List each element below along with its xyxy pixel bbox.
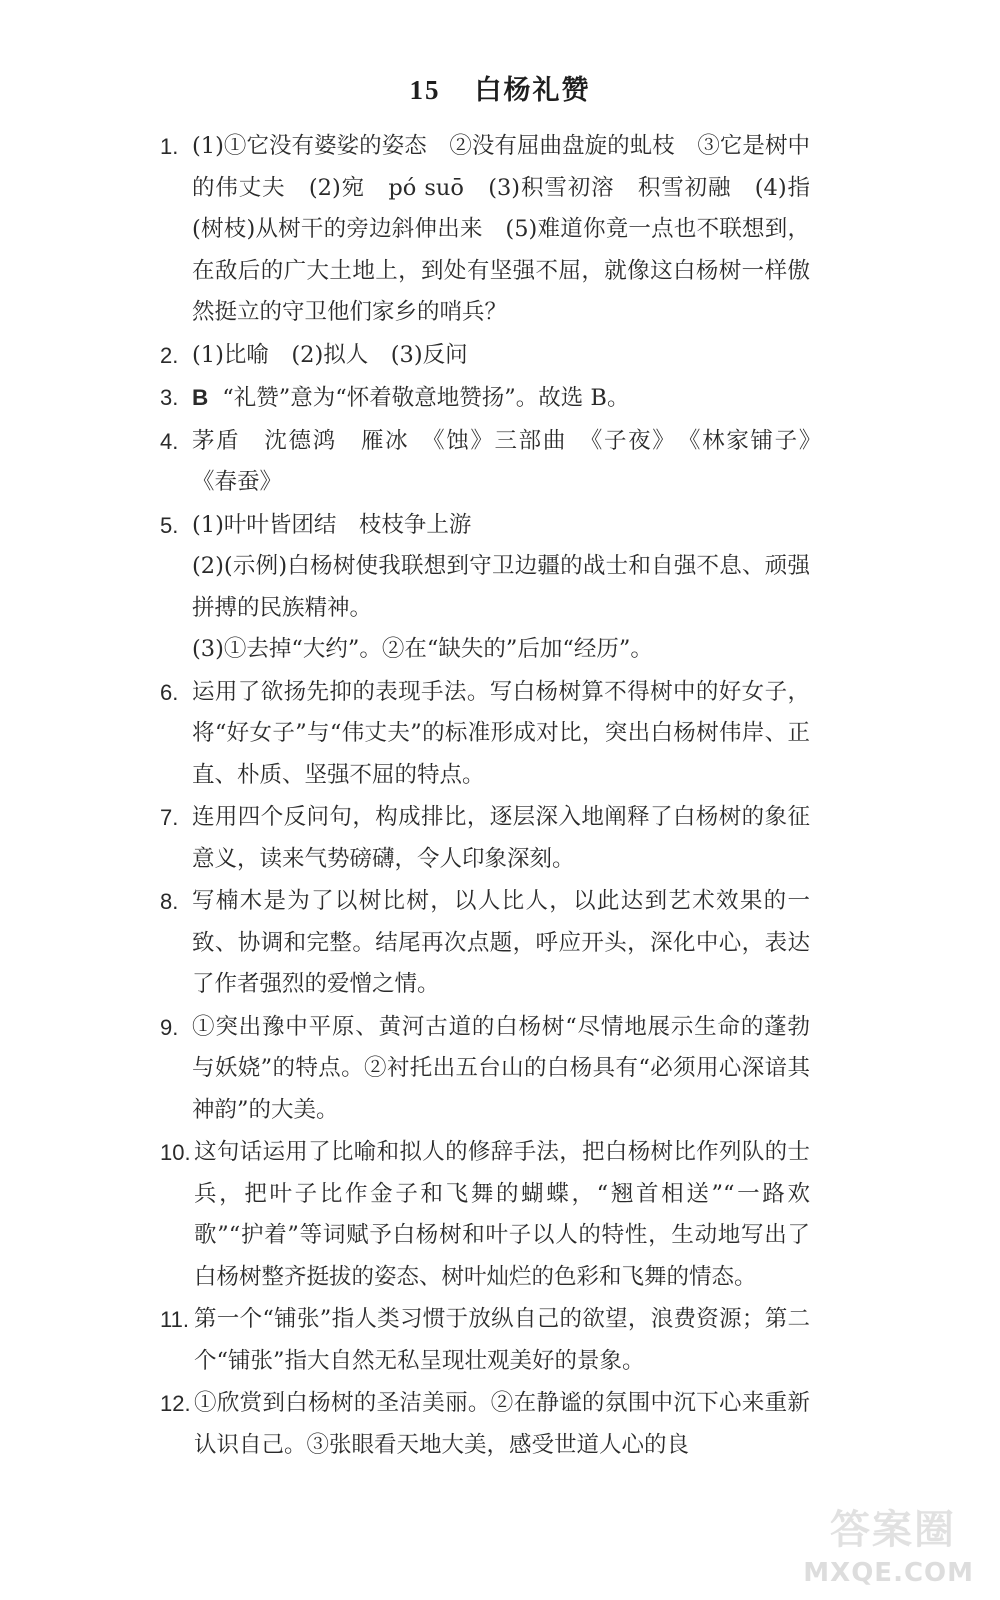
watermark-url: MXQE.COM: [803, 1558, 974, 1588]
watermark-logo-text: 答案圈: [830, 1507, 956, 1553]
answer-text: 写楠木是为了以树比树，以人比人，以此达到艺术效果的一致、协调和完整。结尾再次点题，呼应开头，深化中心，表达了作者强烈的爱憎之情。: [192, 888, 810, 997]
answer-item-6: [160, 672, 810, 797]
answer-item-11: [160, 1299, 810, 1382]
answer-choice-letter: B: [192, 385, 209, 410]
answer-text: 连用四个反问句，构成排比，逐层深入地阐释了白杨树的象征意义，读来气势磅礴，令人印象深刻。: [192, 804, 810, 872]
answer-text: 第一个“铺张”指人类习惯于放纵自己的欲望，浪费资源；第二个“铺张”指大自然无私呈现壮观美好的景象。: [194, 1306, 810, 1374]
answer-item-1: [160, 126, 810, 334]
answer-item-2: [160, 335, 810, 377]
answer-number: 7.: [160, 805, 179, 830]
answer-sub-1: (1)叶叶皆团结 枝枝争上游: [192, 511, 472, 538]
answer-sub-3: (3)①去掉“大约”。②在“缺失的”后加“经历”。: [192, 636, 653, 662]
answer-number: 11.: [160, 1307, 189, 1332]
answer-item-4: [160, 421, 833, 504]
answer-text: ①欣赏到白杨树的圣洁美丽。②在静谧的氛围中沉下心来重新认识自己。③张眼看天地大美，感受世道人心的良: [194, 1390, 810, 1458]
answer-sub-2: (2)(示例)白杨树使我联想到守卫边疆的战士和自强不息、顽强拼搏的民族精神。: [192, 553, 810, 621]
lesson-number: 15: [409, 75, 441, 105]
answer-number: 10.: [160, 1140, 191, 1165]
answer-item-3: [160, 377, 810, 420]
answer-number: 5.: [160, 512, 179, 538]
site-watermark: [780, 1498, 980, 1588]
answer-number: 3.: [160, 385, 179, 410]
answer-item-9: [160, 1007, 810, 1132]
answer-number: 2.: [160, 342, 179, 368]
answer-text: 这句话运用了比喻和拟人的修辞手法，把白杨树比作列队的士兵，把叶子比作金子和飞舞的蝴蝶，“翘首相送”“一路欢歌”“护着”等词赋予白杨树和叶子以人的特性，生动地写出了白杨树整齐挺拔的姿态、树叶灿烂的色彩和飞舞的情态。: [194, 1139, 810, 1290]
answer-item-8: [160, 881, 810, 1006]
answer-text: [192, 377, 810, 420]
answer-number: 6.: [160, 679, 179, 705]
answer-number: 12.: [160, 1391, 191, 1416]
lesson-name: 白杨礼赞: [474, 75, 591, 106]
answer-explanation: “礼赞”意为“怀着敬意地赞扬”。故选 B。: [222, 385, 630, 411]
answer-number: 8.: [160, 889, 179, 914]
lesson-title: [0, 68, 1000, 107]
answer-list: [160, 126, 833, 1467]
answer-text: 运用了欲扬先抑的表现手法。写白杨树算不得树中的好女子，将“好女子”与“伟丈夫”的标准形成对比，突出白杨树伟岸、正直、朴质、坚强不屈的特点。: [192, 678, 810, 788]
answer-text: (1)①它没有婆娑的姿态 ②没有屈曲盘旋的虬枝 ③它是树中的伟丈夫 (2)宛 pó suō (3)积雪初溶 积雪初融 (4)指(树枝)从树干的旁边斜伸出来 (5)难道你竟一点也不联想到，在敌后的广大土地上，到处有坚强不屈，就像这白杨树一样傲然挺立的守卫他们家乡的哨兵？: [192, 133, 810, 325]
answer-item-5: [160, 505, 810, 671]
answer-item-10: [160, 1132, 810, 1298]
answer-text: (1)比喻 (2)拟人 (3)反问: [192, 341, 468, 368]
answer-text: 茅盾 沈德鸿 雁冰 《蚀》三部曲 《子夜》 《林家铺子》 《春蚕》: [192, 427, 833, 495]
answer-item-12: [160, 1383, 810, 1466]
answer-text: ①突出豫中平原、黄河古道的白杨树“尽情地展示生命的蓬勃与妖娆”的特点。②衬托出五台山的白杨具有“必须用心深谙其神韵”的大美。: [192, 1013, 810, 1123]
answer-number: 4.: [160, 428, 179, 454]
answer-item-7: [160, 797, 810, 880]
answer-number: 1.: [160, 134, 179, 159]
answer-number: 9.: [160, 1014, 179, 1040]
